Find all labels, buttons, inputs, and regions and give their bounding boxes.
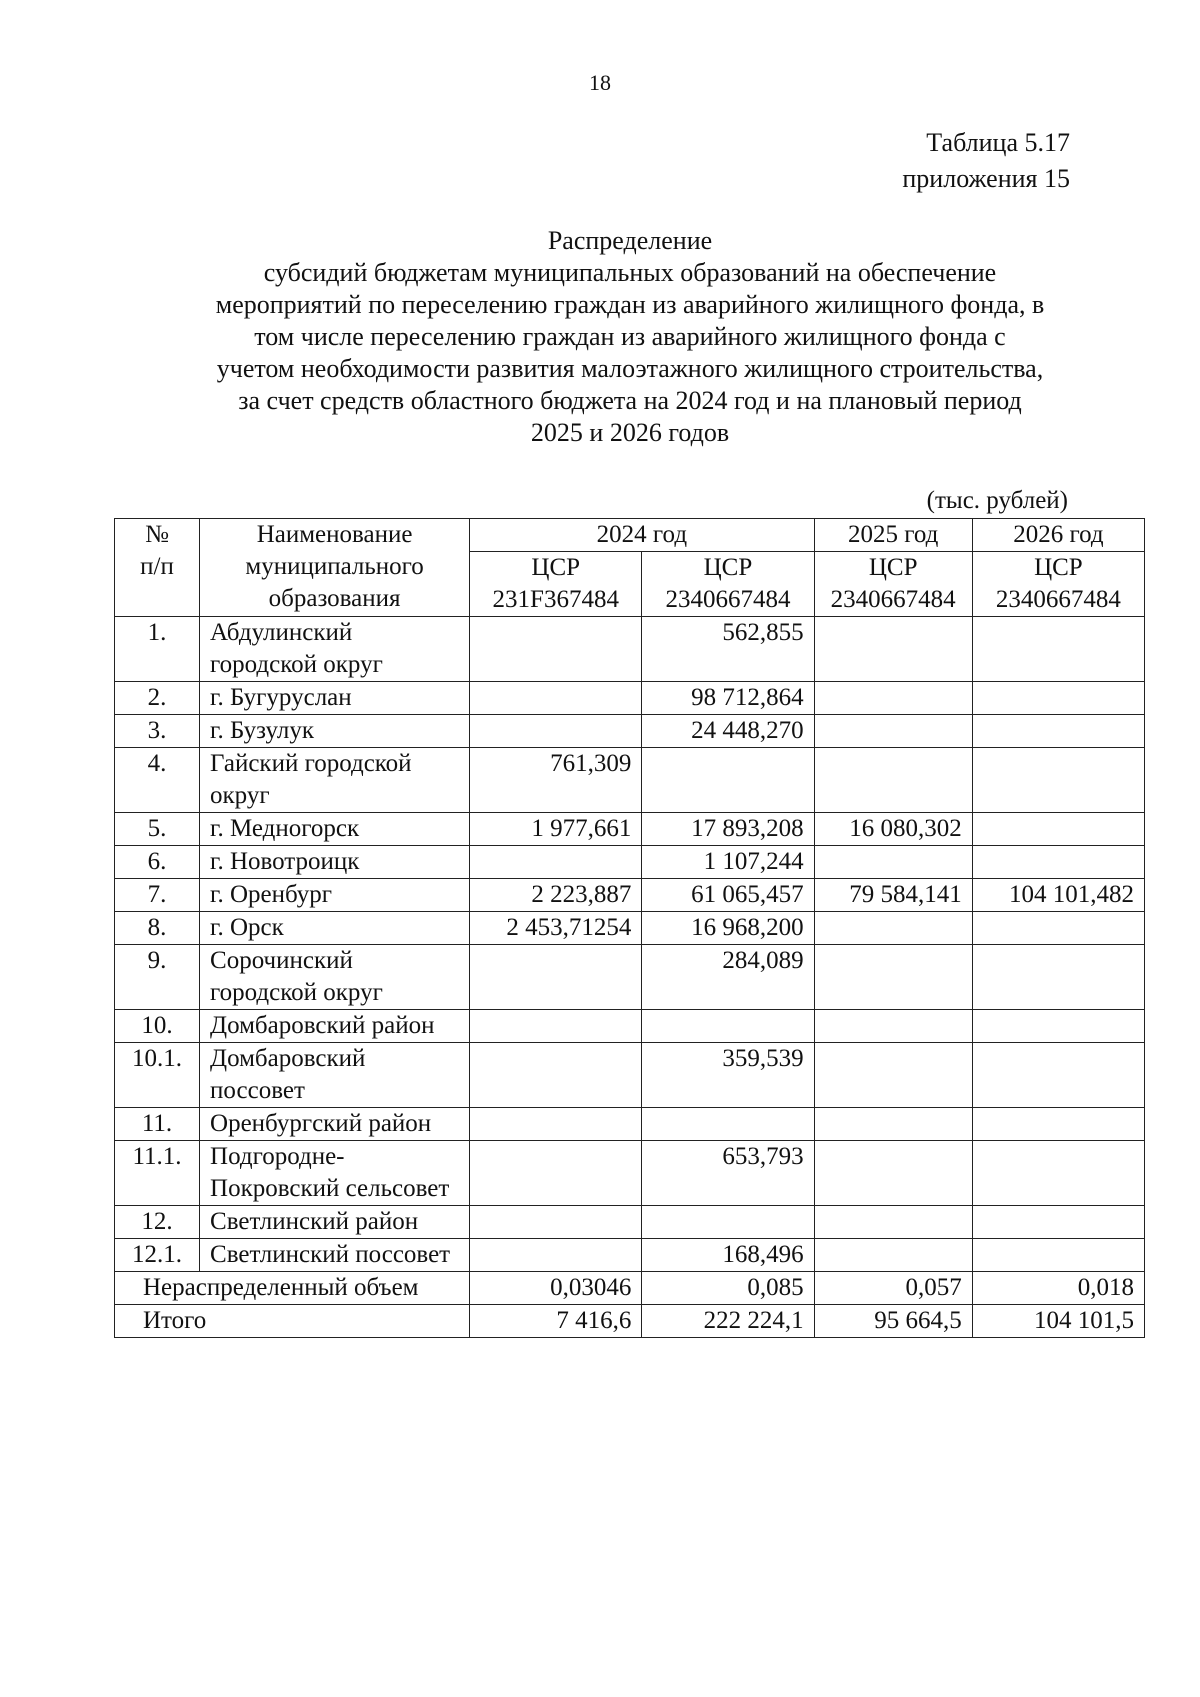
header-year-2025: 2025 год	[814, 519, 972, 552]
row-number: 12.	[115, 1206, 200, 1239]
value-2024-a	[470, 846, 642, 879]
heading-line: мероприятий по переселению граждан из аварийного жилищного фонда, в	[215, 290, 1045, 319]
row-number: 10.	[115, 1010, 200, 1043]
value-2024-b: 24 448,270	[642, 715, 814, 748]
subsidy-table	[114, 518, 1145, 1338]
value-2024-a	[470, 1108, 642, 1141]
table-row	[115, 1141, 1145, 1206]
heading-line: 2025 и 2026 годов	[530, 418, 730, 447]
total-value: 104 101,5	[972, 1305, 1144, 1338]
row-name: Светлинский район	[200, 1206, 470, 1239]
value-2024-b: 61 065,457	[642, 879, 814, 912]
heading-line: за счет средств областного бюджета на 2024 год и на плановый период	[238, 386, 1022, 415]
value-2024-b	[642, 1108, 814, 1141]
header-csr: ЦСР	[814, 552, 972, 585]
header-year-2024: 2024 год	[470, 519, 814, 552]
table-row	[115, 945, 1145, 1010]
row-number: 5.	[115, 813, 200, 846]
row-number: 9.	[115, 945, 200, 1010]
value-2024-a	[470, 1010, 642, 1043]
table-row	[115, 879, 1145, 912]
unallocated-value: 0,018	[972, 1272, 1144, 1305]
table-row	[115, 715, 1145, 748]
value-2026	[972, 1206, 1144, 1239]
value-2024-a	[470, 1141, 642, 1206]
value-2024-a	[470, 1206, 642, 1239]
value-2026	[972, 748, 1144, 813]
heading-line: учетом необходимости развития малоэтажного жилищного строительства,	[216, 354, 1044, 383]
value-2024-a: 2 453,71254	[470, 912, 642, 945]
row-name: Сорочинский городской округ	[200, 945, 470, 1010]
value-2026	[972, 1108, 1144, 1141]
row-number: 6.	[115, 846, 200, 879]
value-2025	[814, 1108, 972, 1141]
value-2024-b	[642, 1010, 814, 1043]
header-code: 2340667484	[972, 584, 1144, 617]
value-2025: 16 080,302	[814, 813, 972, 846]
value-2025	[814, 682, 972, 715]
header-csr: ЦСР	[972, 552, 1144, 585]
row-number: 11.	[115, 1108, 200, 1141]
table-row	[115, 617, 1145, 682]
table-row	[115, 1010, 1145, 1043]
value-2024-b	[642, 1206, 814, 1239]
value-2024-b: 98 712,864	[642, 682, 814, 715]
value-2026	[972, 682, 1144, 715]
value-2025	[814, 715, 972, 748]
header-name: Наименование муниципального образования	[200, 519, 470, 617]
table-row	[115, 813, 1145, 846]
units-label: (тыс. рублей)	[926, 487, 1068, 514]
row-name: Светлинский поссовет	[200, 1239, 470, 1272]
heading-line: том числе переселению граждан из аварийного жилищного фонда с	[254, 322, 1006, 351]
total-value: 222 224,1	[642, 1305, 814, 1338]
value-2025	[814, 1043, 972, 1108]
value-2024-b: 562,855	[642, 617, 814, 682]
value-2025	[814, 846, 972, 879]
row-name: г. Бузулук	[200, 715, 470, 748]
row-number: 2.	[115, 682, 200, 715]
row-name: Домбаровский район	[200, 1010, 470, 1043]
value-2026	[972, 813, 1144, 846]
header-code: 2340667484	[642, 584, 814, 617]
value-2024-b: 17 893,208	[642, 813, 814, 846]
value-2024-a	[470, 1239, 642, 1272]
value-2025	[814, 1239, 972, 1272]
total-row	[115, 1305, 1145, 1338]
value-2026	[972, 1043, 1144, 1108]
table-ref-number: Таблица 5.17	[926, 128, 1070, 157]
header-csr: ЦСР	[642, 552, 814, 585]
value-2024-b: 284,089	[642, 945, 814, 1010]
value-2025	[814, 912, 972, 945]
row-number: 11.1.	[115, 1141, 200, 1206]
value-2024-a: 1 977,661	[470, 813, 642, 846]
table-row	[115, 1108, 1145, 1141]
header-csr: ЦСР	[470, 552, 642, 585]
heading-title: Распределение	[547, 226, 713, 255]
table-row	[115, 1043, 1145, 1108]
page-number: 18	[589, 70, 611, 95]
value-2025	[814, 1141, 972, 1206]
value-2026	[972, 1010, 1144, 1043]
table-ref-appendix: приложения 15	[902, 164, 1070, 193]
value-2024-a	[470, 617, 642, 682]
unallocated-value: 0,057	[814, 1272, 972, 1305]
header-year-2026: 2026 год	[972, 519, 1144, 552]
row-name: г. Орск	[200, 912, 470, 945]
value-2024-a	[470, 682, 642, 715]
header-code: 231F367484	[470, 584, 642, 617]
table-reference	[902, 125, 1070, 197]
row-name: г. Оренбург	[200, 879, 470, 912]
value-2025: 79 584,141	[814, 879, 972, 912]
total-value: 7 416,6	[470, 1305, 642, 1338]
total-value: 95 664,5	[814, 1305, 972, 1338]
row-name: г. Бугуруслан	[200, 682, 470, 715]
row-name: Гайский городской округ	[200, 748, 470, 813]
unallocated-value: 0,085	[642, 1272, 814, 1305]
row-number: 8.	[115, 912, 200, 945]
value-2024-a: 2 223,887	[470, 879, 642, 912]
value-2026	[972, 1141, 1144, 1206]
value-2024-a	[470, 715, 642, 748]
row-name: Домбаровский поссовет	[200, 1043, 470, 1108]
value-2026	[972, 846, 1144, 879]
value-2026	[972, 617, 1144, 682]
row-name: Оренбургский район	[200, 1108, 470, 1141]
table-row	[115, 748, 1145, 813]
unallocated-label: Нераспределенный объем	[115, 1272, 470, 1305]
row-number: 1.	[115, 617, 200, 682]
row-number: 7.	[115, 879, 200, 912]
value-2024-a: 761,309	[470, 748, 642, 813]
unallocated-row	[115, 1272, 1145, 1305]
header-code: 2340667484	[814, 584, 972, 617]
row-name: г. Новотроицк	[200, 846, 470, 879]
table-row	[115, 912, 1145, 945]
row-name: Подгородне-Покровский сельсовет	[200, 1141, 470, 1206]
table-row	[115, 1239, 1145, 1272]
value-2025	[814, 945, 972, 1010]
document-heading	[210, 225, 1050, 449]
table-row	[115, 1206, 1145, 1239]
value-2024-b: 168,496	[642, 1239, 814, 1272]
value-2026: 104 101,482	[972, 879, 1144, 912]
value-2024-b: 653,793	[642, 1141, 814, 1206]
row-name: г. Медногорск	[200, 813, 470, 846]
table-row	[115, 846, 1145, 879]
value-2026	[972, 1239, 1144, 1272]
value-2026	[972, 715, 1144, 748]
value-2026	[972, 912, 1144, 945]
table-body	[115, 617, 1145, 1272]
total-label: Итого	[115, 1305, 470, 1338]
row-number: 12.1.	[115, 1239, 200, 1272]
value-2026	[972, 945, 1144, 1010]
value-2024-b	[642, 748, 814, 813]
value-2025	[814, 1206, 972, 1239]
table-row	[115, 682, 1145, 715]
value-2024-b: 359,539	[642, 1043, 814, 1108]
header-row-years	[115, 519, 1145, 552]
value-2025	[814, 748, 972, 813]
value-2025	[814, 1010, 972, 1043]
unallocated-value: 0,03046	[470, 1272, 642, 1305]
row-number: 4.	[115, 748, 200, 813]
row-number: 10.1.	[115, 1043, 200, 1108]
value-2024-b: 16 968,200	[642, 912, 814, 945]
row-number: 3.	[115, 715, 200, 748]
value-2024-b: 1 107,244	[642, 846, 814, 879]
header-num: № п/п	[115, 519, 200, 617]
value-2024-a	[470, 945, 642, 1010]
value-2025	[814, 617, 972, 682]
value-2024-a	[470, 1043, 642, 1108]
heading-line: субсидий бюджетам муниципальных образований на обеспечение	[263, 258, 997, 287]
row-name: Абдулинский городской округ	[200, 617, 470, 682]
